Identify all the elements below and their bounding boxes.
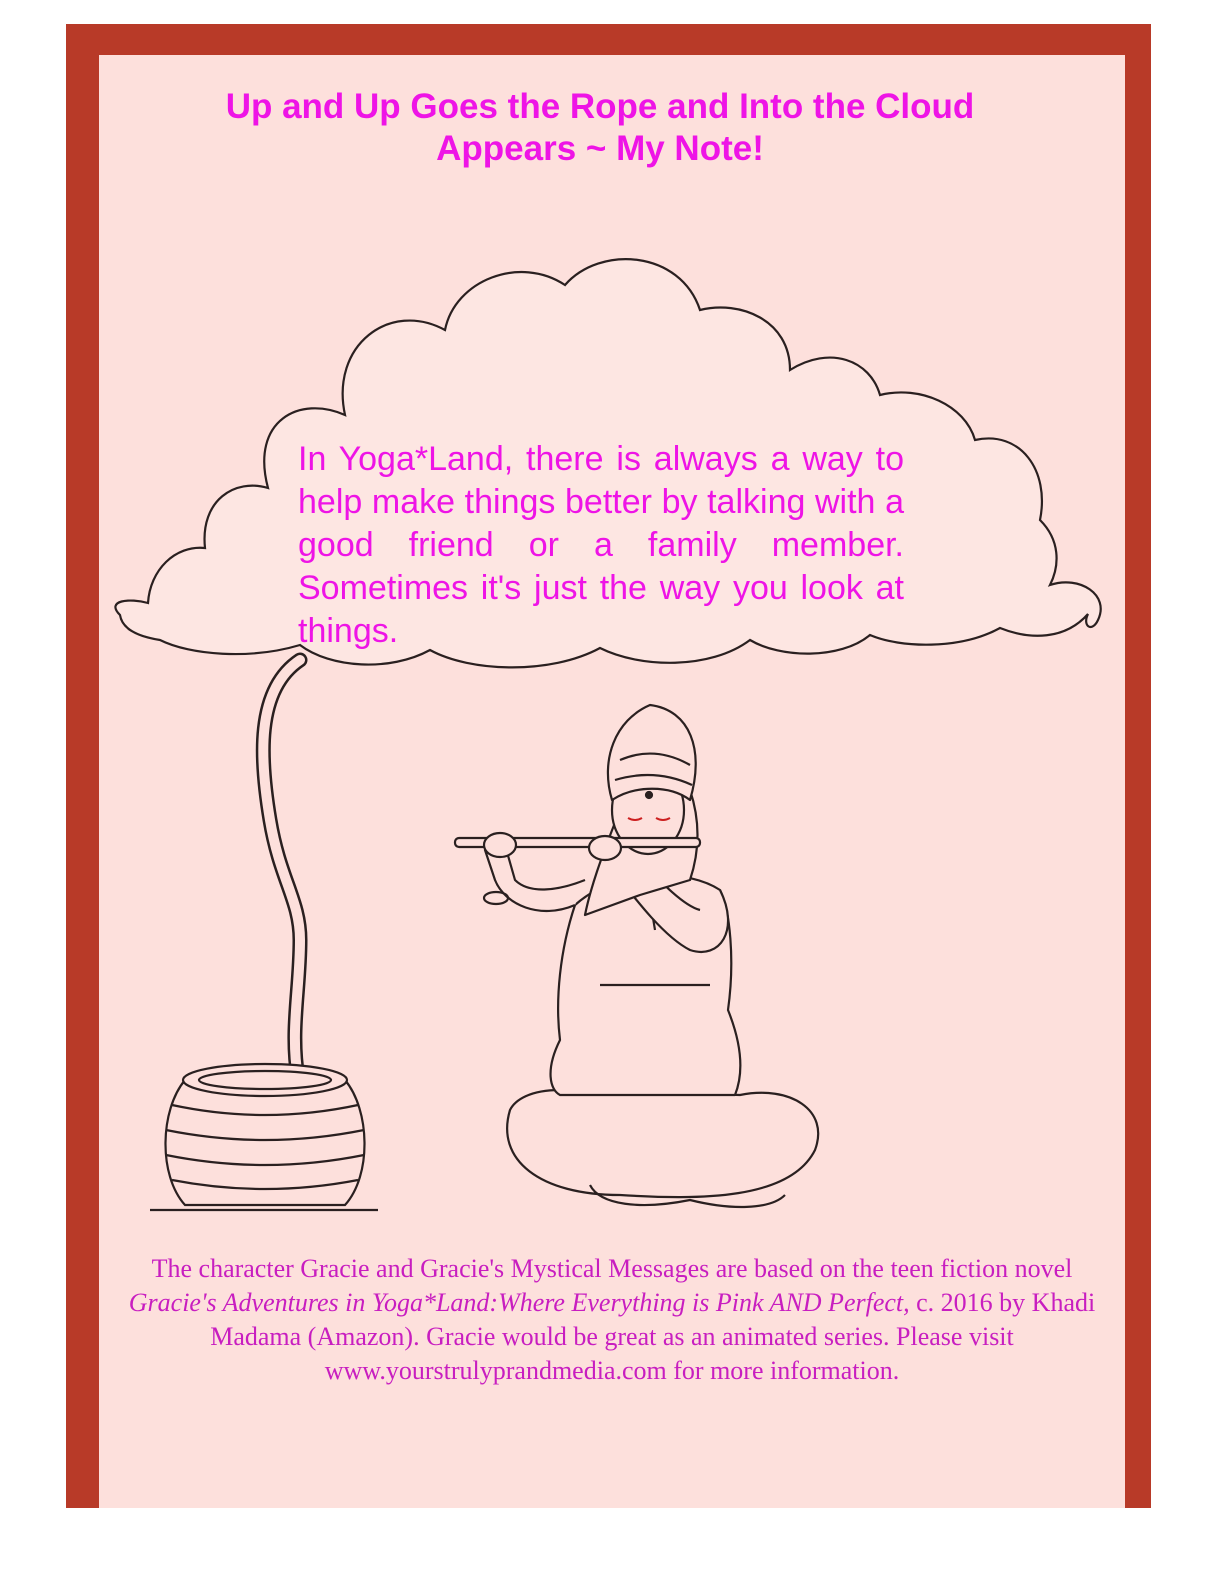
girl-with-flute <box>455 705 818 1207</box>
footer-text-2: c. 2016 by Khadi Madama (Amazon). Gracie would be great as an animated series. Please visit www.yourstrulyprandmedia.com for more information. <box>210 1288 1096 1385</box>
book-title: Gracie's Adventures in Yoga*Land:Where Everything is Pink AND Perfect, <box>128 1288 910 1317</box>
basket <box>150 1064 378 1210</box>
title-line-1: Up and Up Goes the Rope and Into the Cloud <box>225 87 975 126</box>
footer-credit <box>112 1252 1112 1388</box>
title-line-2: Appears ~ My Note! <box>436 129 764 168</box>
footer-text-1: The character Gracie and Gracie's Mystical Messages are based on the teen fiction novel <box>151 1254 1073 1283</box>
cloud-message: In Yoga*Land, there is always a way to help make things better by talking with a good friend or a family member. Sometimes it's just the way you look at things. <box>298 440 904 650</box>
